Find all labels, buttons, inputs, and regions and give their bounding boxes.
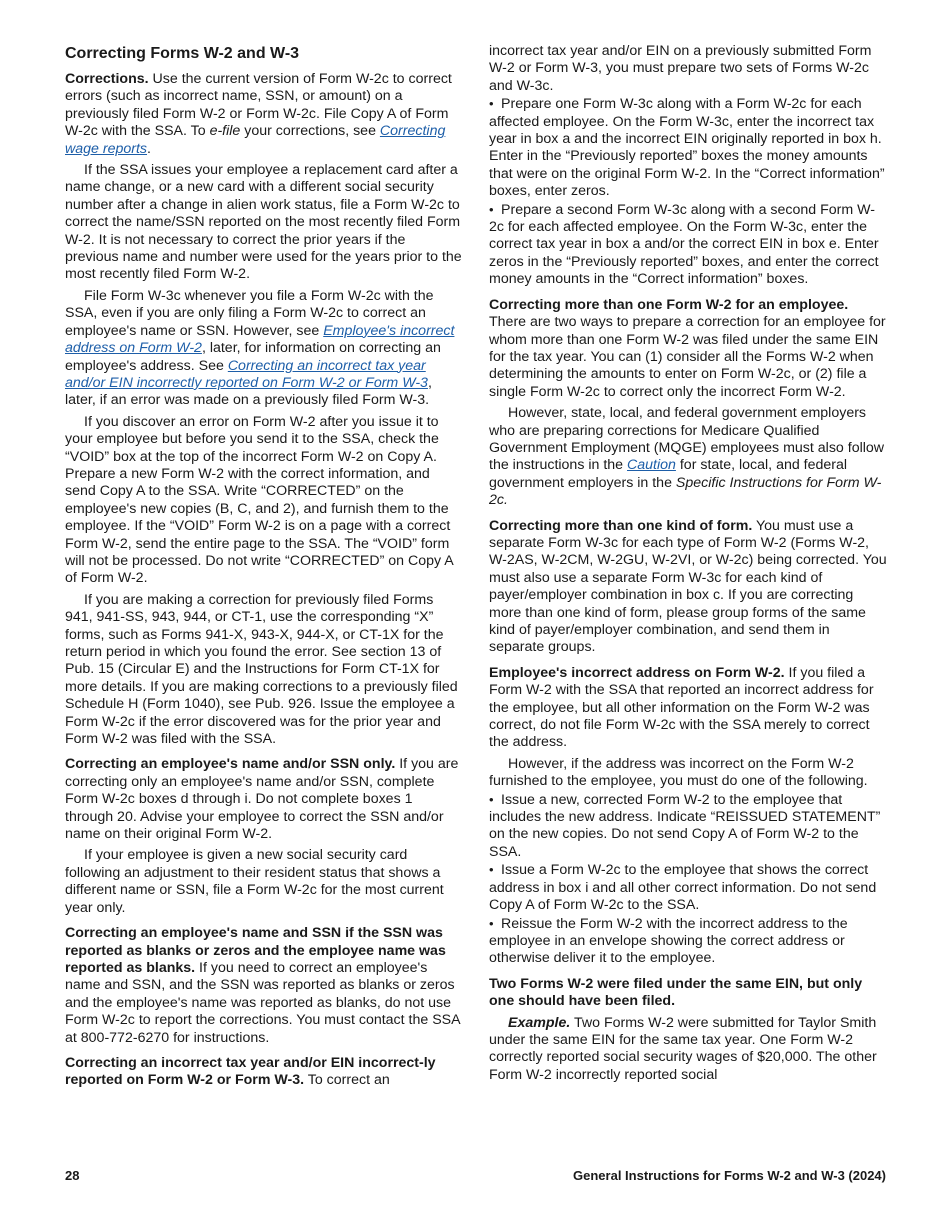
two-forms-heading: Two Forms W-2 were filed under the same EIN, but only one should have been filed. [489,975,863,1010]
correcting-wage-reports-link[interactable]: Correcting wage reports [65,123,446,157]
more-w2-heading: Correcting more than one Form W-2 for an employee. [489,296,849,313]
incorrect-address-paragraph: Employee's incorrect address on Form W-2. If you filed a Form W-2 with the SSA that reported an incorrect address for the employee, but all other information on the Form W-2 was correct, do not file Form W-2c with the SSA merely to correct the address. [489,664,874,751]
ssa-paragraph: If the SSA issues your employee a replacement card after a name change, or a new card with a different social security number after a change in alien work status, file a Form W-2c to correct the name/SSN reported on the most recently filed Form W-2. It is not necessary to correct the prior years if the previous name and number were used for the years prior to the most recently filed Form W-2. [65,162,462,283]
kind-of-form-paragraph: Correcting more than one kind of form. You must use a separate Form W-3c for each type of Form W-2 (Forms W-2, W-2AS, W-2CM, W-2GU, W-2VI, or W-2c) being corrected. You must also use a separate Form W-3c for each kind of payer/employer combination in box c. If you are correcting more than one kind of form, please group forms of the same kind of payer/employer combination, and send them in separate groups. [489,517,887,656]
section-title: Correcting Forms W-2 and W-3 [65,45,300,62]
incorrect-tax-year-link[interactable]: Correcting an incorrect tax year and/or EIN incorrectly reported on Form W-2 or Form W-3 [65,357,428,391]
tax-year-paragraph: Correcting an incorrect tax year and/or EIN incorrect-ly reported on Form W-2 or Form W-3. To correct an [65,1054,436,1089]
incorrect-address-link[interactable]: Employee's incorrect address on Form W-2 [65,322,455,357]
bullet-icon: • [489,791,494,807]
void-paragraph: If you discover an error on Form W-2 after you issue it to your employee but before you send it to the SSA, check the “VOID” box at the top of the incorrect Form W-2 on Copy A. Prepare a new Form W-2 with the correct information, and send Copy A to the SSA. Write “CORRECTED” on the employee's new copies (B, C, and 2), and furnish them to the employee. If the “VOID” Form W-2 is on a page with a correct Form W-2, send the entire page to the SSA. The “VOID” form will not be processed. Do not write “CORRECTED” on Copy A of Form W-2. [65,413,453,587]
list-item: • Prepare one Form W-3c along with a Form W-2c for each affected employee. On the Form W-3c, enter the incorrect tax year in box a and the incorrect EIN originally reported in box h. Enter in the “Previously reported” boxes the money amounts that were on the original Form W-2. In the “Correct information” boxes, enter zeros. [489,96,885,200]
bullet-icon: • [489,862,494,878]
caution-link[interactable]: Caution [627,457,676,474]
mqge-paragraph: However, state, local, and federal government employers who are preparing corrections for Medicare Qualified Government Employment (MQGE) employees must also follow the instructions in the Caution for state, local, and federal government employers in the Specific Instructions for Form W-2c. [489,405,885,509]
example-paragraph: Example. Two Forms W-2 were submitted for Taylor Smith under the same EIN for the same tax year. One Form W-2 correctly reported social security wages of $20,000. The other Form W-2 incorrectly reported social [489,1014,877,1083]
x-forms-paragraph: If you are making a correction for previously filed Forms 941, 941-SS, 943, 944, or CT-1, use the corresponding “X” forms, such as Forms 941-X, 943-X, 944-X, or CT-1X for the return period in which you found the error. See section 13 of Pub. 15 (Circular E) and the Instructions for Form CT-1X for more details. If you are making corrections to a previously filed Schedule H (Form 1040), see Pub. 926. Issue the employee a Form W-2c if the error discovered was for the prior year and Form W-2 was filed with the SSA. [65,591,458,748]
name-ssn-only-heading: Correcting an employee's name and/or SSN only. [65,756,396,773]
corrections-heading: Corrections. [65,71,149,87]
address-however-paragraph: However, if the address was incorrect on the Form W-2 furnished to the employee, you must do one of the following. [489,755,868,790]
left-column [65,42,462,1090]
page-number: 28 [65,1168,80,1183]
blanks-paragraph: Correcting an employee's name and SSN if the SSN was reported as blanks or zeros and the employee name was reported as blanks. If you need to correct an employee's name and SSN, and the SSN was reported as blanks or zeros and the employee's name was reported as blanks, do not use Form W-2c to report the corrections. You must contact the SSA at 800-772-6270 for instructions. [65,925,460,1046]
list-item: • Issue a new, corrected Form W-2 to the employee that includes the new address. Indicate “REISSUED STATEMENT” on the new copies. Do not send Copy A of Form W-2 to the SSA. [489,791,881,860]
bullet-icon: • [489,96,494,112]
tax-year-heading: Correcting an incorrect tax year and/or EIN incorrect-ly reported on Form W-2 or Form W-3. [65,1054,436,1089]
blanks-heading: Correcting an employee's name and SSN if the SSN was reported as blanks or zeros and the employee name was reported as blanks. [65,925,446,976]
list-item: • Prepare a second Form W-3c along with a second Form W-2c for each affected employee. On the Form W-3c, enter the correct tax year in box a and/or the correct EIN in box e. Enter zeros in the “Previously reported” boxes, and enter the correct money amounts in the “Correct information” boxes. [489,201,879,288]
kind-of-form-heading: Correcting more than one kind of form. [489,517,753,534]
document-title: General Instructions for Forms W-2 and W-3 (2024) [573,1168,886,1183]
list-item: • Issue a Form W-2c to the employee that shows the correct address in box i and all other correct information. Do not send Copy A of Form W-2c to the SSA. [489,862,877,914]
tax-year-continued: incorrect tax year and/or EIN on a previously submitted Form W-2 or Form W-3, you must prepare two sets of Forms W-2c and W-3c. [489,43,872,94]
example-label: Example. [508,1014,571,1031]
bullet-icon: • [489,915,494,931]
list-item: • Reissue the Form W-2 with the incorrect address to the employee in an envelope showing the correct address or otherwise deliver it to the employee. [489,915,848,967]
w3c-paragraph: File Form W-3c whenever you file a Form W-2c with the SSA, even if you are only filing a Form W-2c to correct an employee's name or SSN. However, see Employee's incorrect address on Form W-2, later, for information on correcting an employee's address. See Correcting an incorrect tax year and/or EIN incorrectly reported on Form W-2 or Form W-3, later, if an error was made on a previously filed Form W-3. [65,287,455,409]
right-column [489,43,887,1084]
new-ssn-paragraph: If your employee is given a new social security card following an adjustment to their resident status that shows a different name or SSN, file a Form W-2c for the most current year only. [65,847,444,916]
incorrect-address-heading: Employee's incorrect address on Form W-2. [489,664,785,681]
corrections-paragraph: Corrections. Use the current version of Form W-2c to correct errors (such as incorrect name, SSN, or amount) on a previously filed Form W-2 or Form W-2c. File Copy A of Form W-2c with the SSA. To e-file your corrections, see Correcting wage reports. [65,71,452,157]
bullet-icon: • [489,201,494,217]
name-ssn-only-paragraph: Correcting an employee's name and/or SSN only. If you are correcting only an employee's name and/or SSN, complete Form W-2c boxes d through i. Do not complete boxes 1 through 20. Advise your employee to correct the SSN and/or name on their original Form W-2. [65,756,459,843]
more-w2-paragraph: Correcting more than one Form W-2 for an employee. There are two ways to prepare a correction for an employee for whom more than one Form W-2 was filed under the same EIN for the tax year. You can (1) consider all the Forms W-2 when determining the amounts to enter on Form W-2c, or (2) file a single Form W-2c to correct only the incorrect Form W-2. [489,296,886,400]
